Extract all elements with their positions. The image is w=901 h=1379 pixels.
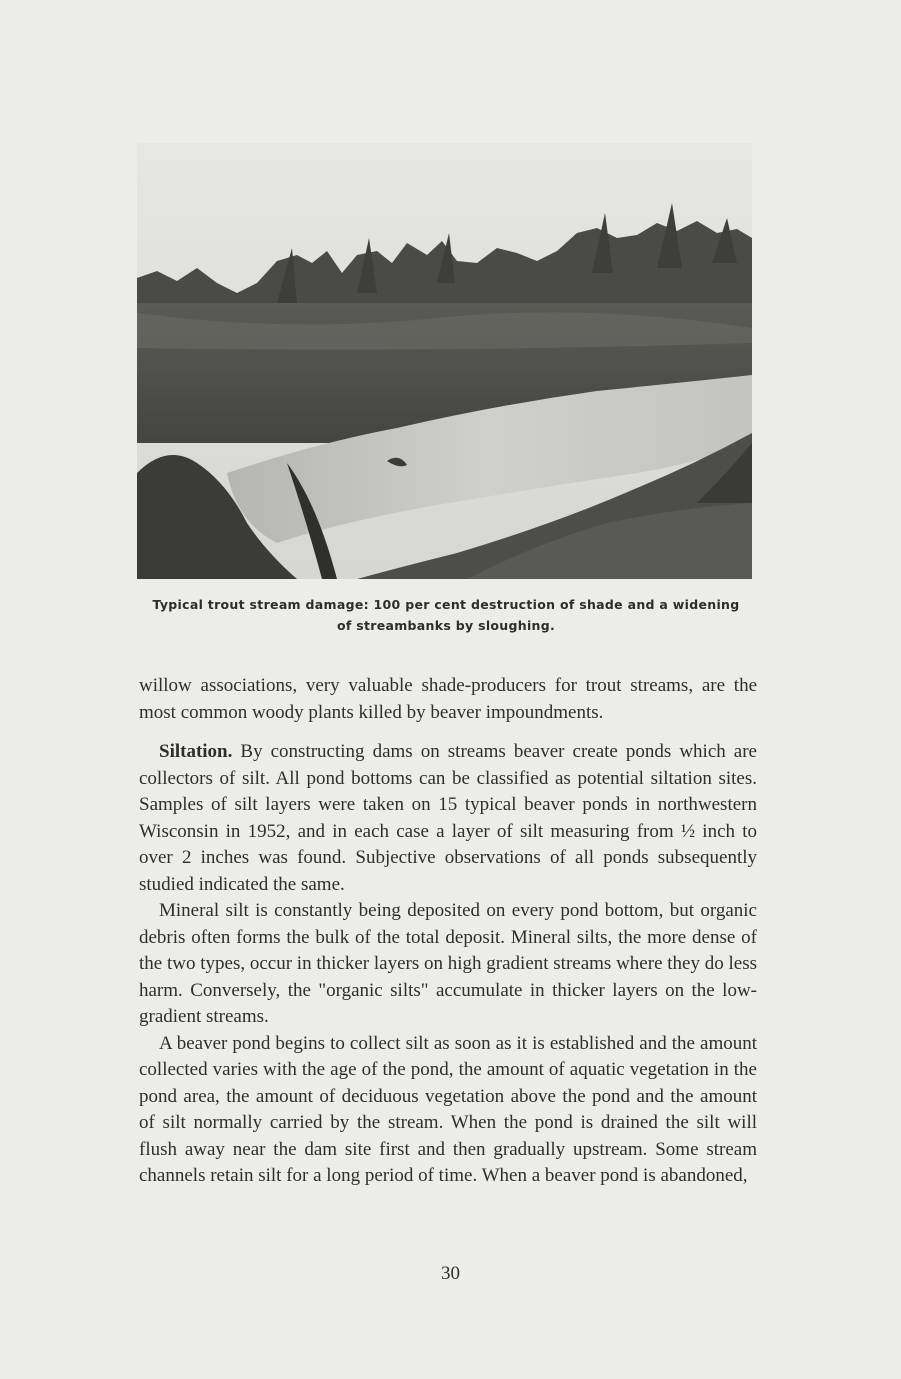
figure-caption — [137, 594, 755, 636]
paragraph-2 — [139, 739, 757, 898]
paragraph-1: willow associations, very valuable shade-producers for trout streams, are the most common woody plants killed by beaver impoundments. — [139, 675, 757, 723]
body-text — [139, 673, 757, 1190]
stream-photo-image — [137, 143, 752, 579]
caption-line-1: Typical trout stream damage: 100 per cent destruction of shade and a widening — [152, 597, 740, 612]
page-number: 30 — [441, 1263, 460, 1284]
section-heading-siltation: Siltation. — [159, 741, 233, 762]
caption-line-2: of streambanks by sloughing. — [336, 618, 556, 633]
stream-photo — [137, 143, 752, 579]
paragraph-3: Mineral silt is constantly being deposited on every pond bottom, but organic debris often forms the bulk of the total deposit. Mineral silts, the more dense of the two types, occur in thicker layers on high gradient streams where they do less harm. Conversely, the "organic silts" accumulate in thicker layers on the low-gradient streams. — [139, 900, 757, 1027]
paragraph-2-text: By constructing dams on streams beaver create ponds which are collectors of silt. All pond bottoms can be classified as potential siltation sites. Samples of silt layers were taken on 15 typical beaver ponds in northwestern Wisconsin in 1952, and in each case a layer of silt measuring from ½ inch to over 2 inches was found. Subjective observations of all ponds subsequently studied indicated the same. — [139, 741, 757, 895]
paragraph-4: A beaver pond begins to collect silt as soon as it is established and the amount collected varies with the age of the pond, the amount of aquatic vegetation in the pond area, the amount of deciduous vegetation above the pond and the amount of silt normally carried by the stream. When the pond is drained the silt will flush away near the dam site first and then gradually upstream. Some stream channels retain silt for a long period of time. When a beaver pond is abandoned, — [139, 1032, 757, 1186]
